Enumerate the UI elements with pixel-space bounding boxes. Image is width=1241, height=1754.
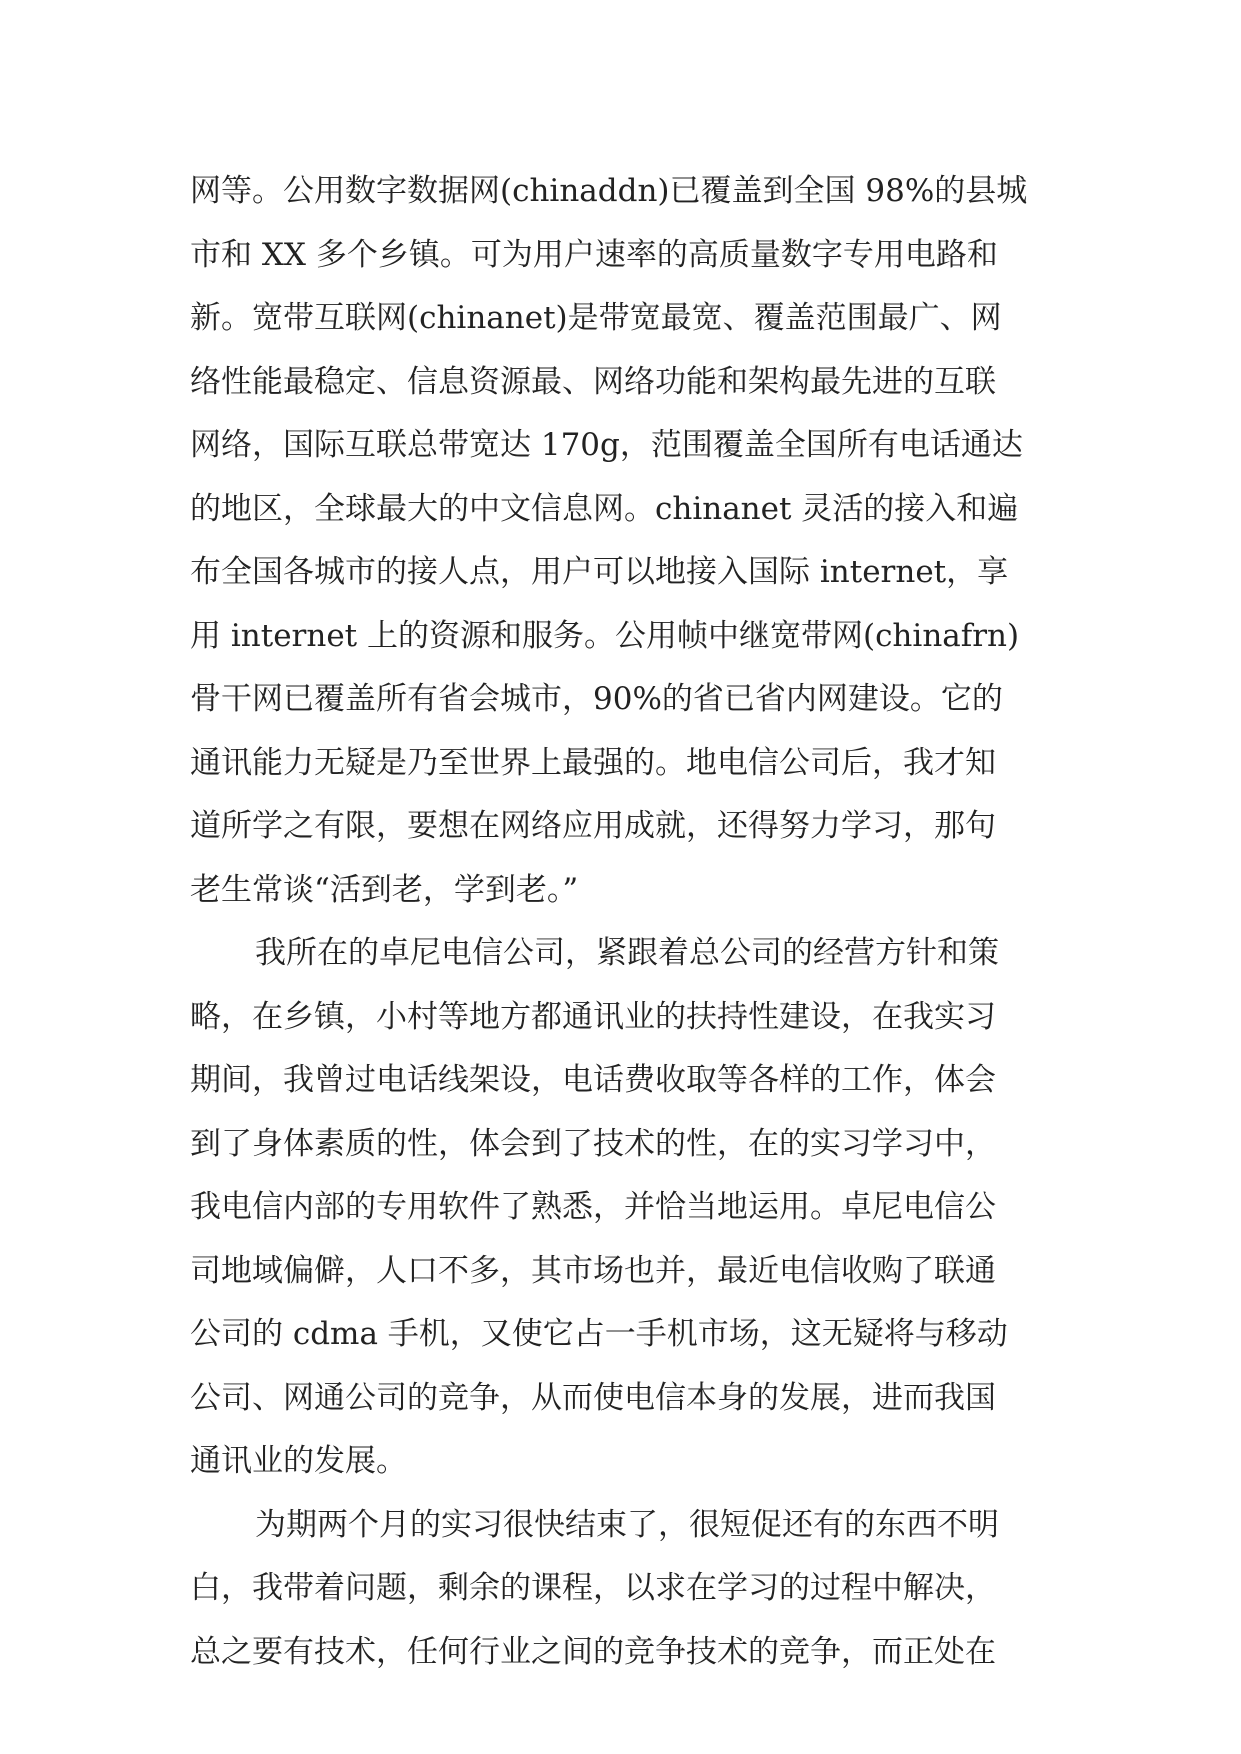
paragraph-3: [190, 1494, 1070, 1685]
text-line: 新。宽带互联网(chinanet)是带宽最宽、覆盖范围最广、网: [190, 300, 1002, 336]
text-line: 我电信内部的专用软件了熟悉，并恰当地运用。卓尼电信公: [190, 1189, 996, 1225]
text-line: 期间，我曾过电话线架设，电话费收取等各样的工作，体会: [190, 1062, 996, 1098]
text-line: 到了身体素质的性，体会到了技术的性，在的实习学习中，: [190, 1125, 996, 1162]
text-line: 公司、网通公司的竞争，从而使电信本身的发展，进而我国: [190, 1379, 996, 1416]
paragraph-1: [190, 160, 1070, 922]
text-line: 布全国各城市的接人点，用户可以地接入国际 internet，享: [190, 554, 1009, 590]
text-line: 的地区，全球最大的中文信息网。chinanet 灵活的接入和遍: [190, 490, 1019, 527]
text-line: 司地域偏僻，人口不多，其市场也并，最近电信收购了联通: [190, 1252, 996, 1289]
text-line: 骨干网已覆盖所有省会城市，90%的省已省内网建设。它的: [190, 681, 1003, 717]
text-line: 网等。公用数字数据网(chinaddn)已覆盖到全国 98%的县城: [190, 173, 1028, 209]
text-line: 用 internet 上的资源和服务。公用帧中继宽带网(chinafrn): [190, 617, 1020, 654]
text-line: 网络，国际互联总带宽达 170g，范围覆盖全国所有电话通达: [190, 427, 1023, 463]
text-line: 道所学之有限，要想在网络应用成就，还得努力学习，那句: [190, 808, 996, 844]
text-line: 总之要有技术，任何行业之间的竞争技术的竞争，而正处在: [190, 1633, 996, 1670]
text-line: 白，我带着问题，剩余的课程，以求在学习的过程中解决，: [190, 1570, 996, 1606]
text-line: 公司的 cdma 手机，又使它占一手机市场，这无疑将与移动: [190, 1316, 1008, 1352]
paragraph-2: [190, 922, 1070, 1494]
text-line: 通讯能力无疑是乃至世界上最强的。地电信公司后，我才知: [190, 744, 996, 781]
text-line: 略，在乡镇，小村等地方都通讯业的扶持性建设，在我实习: [190, 998, 996, 1035]
text-line: 我所在的卓尼电信公司，紧跟着总公司的经营方针和策: [255, 935, 999, 971]
document-body: [190, 160, 1070, 1684]
text-line: 为期两个月的实习很快结束了，很短促还有的东西不明: [255, 1506, 999, 1543]
text-line: 市和 XX 多个乡镇。可为用户速率的高质量数字专用电路和: [190, 236, 998, 273]
text-line: 通讯业的发展。: [190, 1443, 407, 1479]
text-line: 络性能最稳定、信息资源最、网络功能和架构最先进的互联: [190, 363, 996, 400]
text-line: 老生常谈“活到老，学到老。”: [190, 871, 579, 908]
